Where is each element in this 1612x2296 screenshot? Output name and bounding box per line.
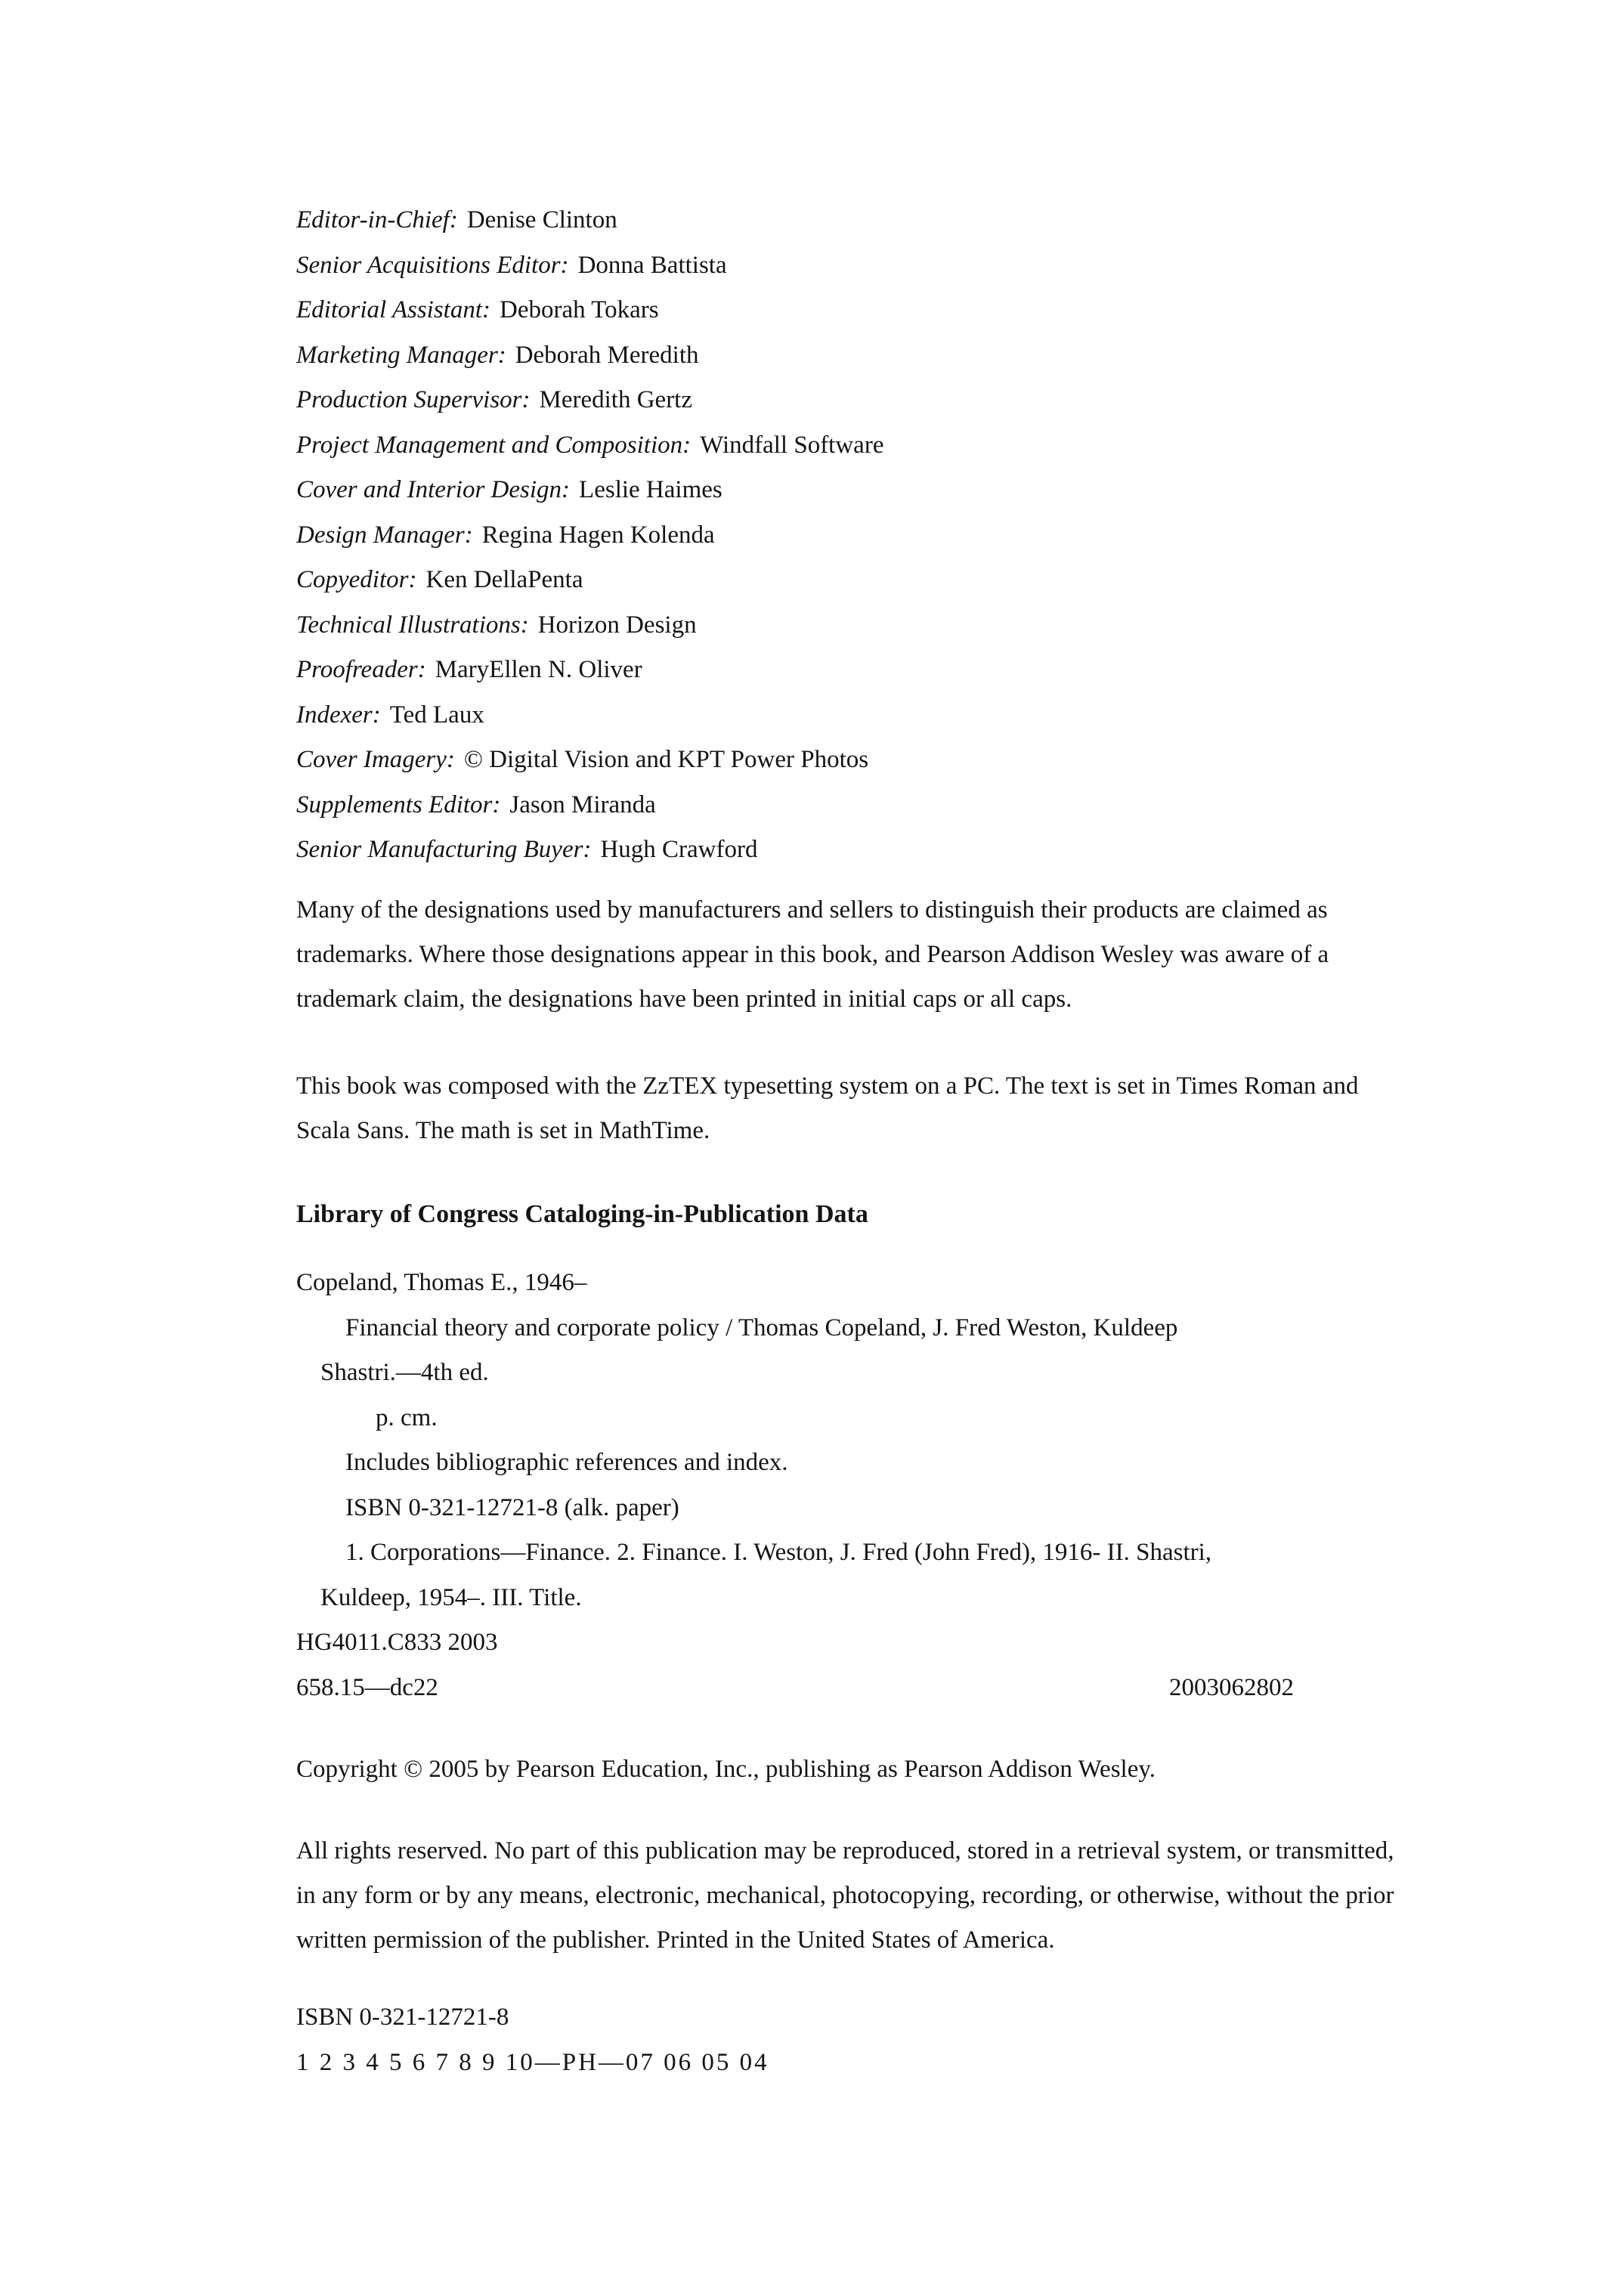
printing-line: 1 2 3 4 5 6 7 8 9 10—PH—07 06 05 04 <box>296 2048 769 2076</box>
copyright-notice: Copyright © 2005 by Pearson Education, Inc., publishing as Pearson Addison Wesley. <box>296 1756 1156 1783</box>
credit-line <box>296 333 1430 379</box>
credit-line <box>296 288 1430 333</box>
credit-name: Regina Hagen Kolenda <box>481 521 715 549</box>
credit-name: Ted Laux <box>389 701 484 729</box>
credit-line <box>296 243 1430 289</box>
credit-name: Hugh Crawford <box>600 836 758 863</box>
credit-line <box>296 783 1430 828</box>
credit-line <box>296 423 1430 469</box>
lccn-number: 2003062802 <box>1169 1673 1294 1701</box>
credit-name: Deborah Meredith <box>515 341 699 369</box>
credit-name: Windfall Software <box>700 431 884 459</box>
cip-line: Includes bibliographic references and index. <box>345 1449 788 1476</box>
credit-line <box>296 198 1430 243</box>
credit-name: Deborah Tokars <box>500 296 659 323</box>
credit-line <box>296 828 1430 873</box>
cip-line: p. cm. <box>376 1403 438 1431</box>
credit-name: MaryEllen N. Oliver <box>435 656 642 683</box>
credit-line <box>296 603 1430 648</box>
credit-role: Design Manager: <box>296 521 473 549</box>
cip-heading: Library of Congress Cataloging-in-Publication Data <box>296 1200 868 1228</box>
credit-role: Indexer: <box>296 701 381 729</box>
cip-line: ISBN 0-321-12721-8 (alk. paper) <box>345 1493 679 1521</box>
credit-role: Editorial Assistant: <box>296 296 491 323</box>
credit-role: Senior Acquisitions Editor: <box>296 251 569 279</box>
credit-role: Supplements Editor: <box>296 791 501 818</box>
isbn-block <box>296 1995 769 2085</box>
typesetting-notice: This book was composed with the ZzTEX typesetting system on a PC. The text is set in Times Roman and Scala Sans. The math is set in MathTime. <box>296 1072 1359 1144</box>
credit-role: Project Management and Composition: <box>296 431 692 459</box>
cip-line: Kuldeep, 1954–. III. Title. <box>320 1583 582 1611</box>
credit-role: Senior Manufacturing Buyer: <box>296 836 592 863</box>
credit-line <box>296 693 1430 738</box>
cip-line: Financial theory and corporate policy / Thomas Copeland, J. Fred Weston, Kuldeep <box>345 1314 1178 1341</box>
cip-line: Shastri.—4th ed. <box>320 1359 489 1386</box>
credit-role: Technical Illustrations: <box>296 611 529 639</box>
credit-line <box>296 378 1430 423</box>
credit-role: Cover Imagery: <box>296 746 455 773</box>
credit-name: Donna Battista <box>577 251 727 279</box>
credit-name: Denise Clinton <box>466 206 617 234</box>
isbn: ISBN 0-321-12721-8 <box>296 2004 509 2031</box>
credit-name: Ken DellaPenta <box>425 566 583 593</box>
trademark-notice: Many of the designations used by manufacturers and sellers to distinguish their products are claimed as trademarks. Where those designations appear in this book, and Pearson Addison Wesley was aware of a trademark claim, the designations have been printed in initial caps or all caps. <box>296 896 1329 1013</box>
credit-role: Marketing Manager: <box>296 341 506 369</box>
credit-name: Meredith Gertz <box>539 386 692 413</box>
credit-name: Leslie Haimes <box>579 476 722 503</box>
credit-line <box>296 738 1430 783</box>
credits-list <box>296 198 1430 873</box>
cip-line <box>296 1666 1294 1711</box>
dewey-number: 658.15—dc22 <box>296 1673 438 1701</box>
credit-role: Production Supervisor: <box>296 386 531 413</box>
credit-name: Horizon Design <box>537 611 697 639</box>
credit-line <box>296 648 1430 693</box>
cip-block <box>296 1261 1294 1710</box>
credit-line <box>296 513 1430 559</box>
credit-line <box>296 468 1430 513</box>
credit-name: Jason Miranda <box>509 791 656 818</box>
credit-role: Cover and Interior Design: <box>296 476 571 503</box>
cip-line: 1. Corporations—Finance. 2. Finance. I. Weston, J. Fred (John Fred), 1916- II. Shastri, <box>345 1539 1212 1566</box>
credit-role: Proofreader: <box>296 656 426 683</box>
cip-line: Copeland, Thomas E., 1946– <box>296 1269 587 1296</box>
rights-notice: All rights reserved. No part of this publication may be reproduced, stored in a retrieval system, or transmitted, in any form or by any means, electronic, mechanical, photocopying, recording, or otherwise, without the prior written permission of the publisher. Printed in the United States of America. <box>296 1837 1394 1954</box>
credit-name: © Digital Vision and KPT Power Photos <box>463 746 869 773</box>
credit-role: Copyeditor: <box>296 566 417 593</box>
cip-line: HG4011.C833 2003 <box>296 1629 498 1656</box>
credit-line <box>296 558 1430 603</box>
credit-role: Editor-in-Chief: <box>296 206 458 234</box>
